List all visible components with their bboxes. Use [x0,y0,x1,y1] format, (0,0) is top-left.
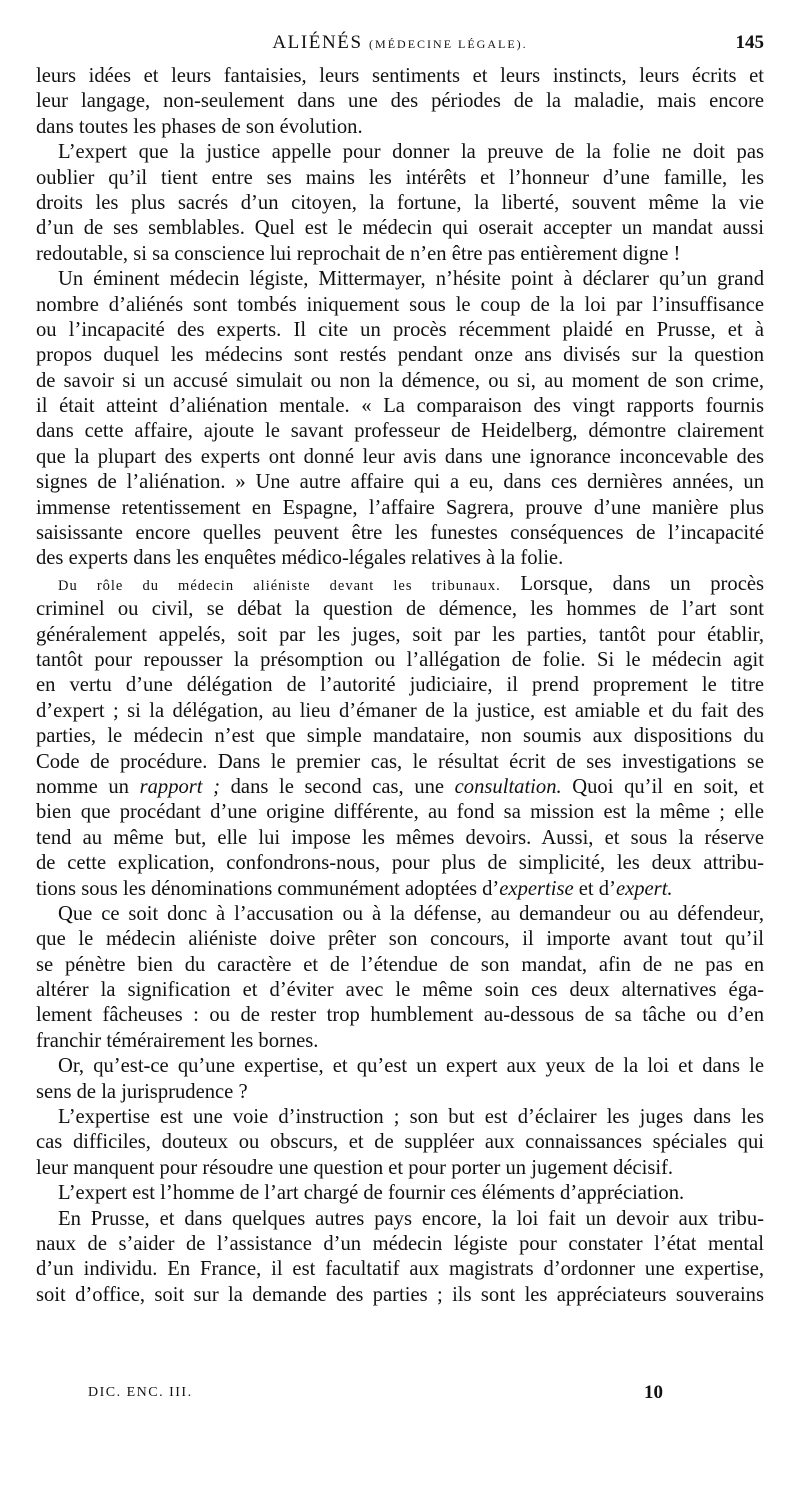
text-line: nombre d’aliénés sont tombés iniquement sous le coup de la loi par l’insuffisance [36,293,764,316]
text-line: droits les plus sacrés d’un citoyen, la fortune, la liberté, souvent même la vie [36,191,764,214]
text-line: Or, qu’est-ce qu’une expertise, et qu’est un expert aux yeux de la loi et dans le [58,1055,764,1078]
text-line: bien que procédant d’une origine différente, au fond sa mission est la même ; elle [36,801,764,824]
text-line: immense retentissement en Espagne, l’affaire Sagrera, prouve d’une manière plus [36,496,764,519]
signature-mark: DIC. ENC. III. [88,1385,193,1400]
running-head [36,30,764,56]
text-line: leur langage, non-seulement dans une des périodes de la maladie, mais encore [36,90,764,113]
italic-term: expert. [615,877,673,900]
text-line: dans toutes les phases de son évolution. [36,115,363,138]
italic-term: rapport ; [139,775,221,798]
text-line: ou l’incapacité des experts. Il cite un procès récemment plaidé en Prusse, et à [36,318,764,341]
text-line: parties, le médecin n’est que simple mandataire, non soumis aux dispositions du [36,725,764,748]
text-line: généralement appelés, soit par les juges, soit par les parties, tantôt pour établir, [36,623,764,646]
text-line: Code de procédure. Dans le premier cas, le résultat écrit de ses investigations se [36,750,764,773]
text-line: altérer la signification et d’éviter avec le même soin ces deux alternatives éga- [36,979,764,1002]
sheet-number: 10 [644,1382,663,1403]
text-line: leurs idées et leurs fantaisies, leurs sentiments et leurs instincts, leurs écrits et [36,65,764,87]
text-line: leur manquent pour résoudre une question et pour porter un jugement décisif. [36,1156,674,1179]
text-line: oublier qu’il tient entre ses mains les intérêts et l’honneur d’une famille, les [36,166,764,189]
text-line: dans cette affaire, ajoute le savant professeur de Heidelberg, démontre clairement [36,420,764,443]
text-line: de savoir si un accusé simulait ou non la démence, ou si, au moment de son crime, [36,369,764,392]
text-line: il était atteint d’aliénation mentale. « La comparaison des vingt rapports fournis [36,395,764,418]
body-text [36,64,764,1308]
text-line: L’expert que la justice appelle pour donner la preuve de la folie ne doit pas [58,141,764,164]
text-line: naux de s’aider de l’assistance d’un médecin légiste pour constater l’état mental [36,1232,764,1255]
text-line: nomme un rapport ; dans le second cas, une consultation. Quoi qu’il en soit, et [36,775,764,798]
text-line: Un éminent médecin légiste, Mittermayer, n’hésite point à déclarer qu’un grand [58,268,764,291]
text-line: que le médecin aliéniste doive prêter son concours, il importe avant tout qu’il [36,928,764,951]
text-line: d’expert ; si la délégation, au lieu d’émaner de la justice, est amiable et du fait des [36,699,764,722]
running-title-sub: (MÉDECINE LÉGALE). [369,37,528,51]
text-line: tend au même but, elle lui impose les mêmes devoirs. Aussi, et sous la réserve [36,826,764,849]
section-heading: Du rôle du médecin aliéniste devant les tribunaux. [58,577,501,594]
text-line: saisissante encore quelles peuvent être les funestes conséquences de l’incapacité [36,522,764,545]
text-line: franchir témérairement les bornes. [36,1029,319,1052]
text-line: soit d’office, soit sur la demande des parties ; ils sont les appréciateurs souverains [36,1283,764,1306]
text-line: L’expertise est une voie d’instruction ; son but est d’éclairer les juges dans les [58,1106,764,1129]
text-line: En Prusse, et dans quelques autres pays encore, la loi fait un devoir aux tribu- [58,1207,764,1230]
text-line: Que ce soit donc à l’accusation ou à la défense, au demandeur ou au défendeur, [58,902,764,925]
italic-term: expertise [499,877,574,900]
text-line: Du rôle du médecin aliéniste devant les tribunaux. Lorsque, dans un procès [58,572,764,595]
text-line: L’expert est l’homme de l’art chargé de fournir ces éléments d’appréciation. [58,1182,685,1205]
text-line: cas difficiles, douteux ou obscurs, et de suppléer aux connaissances spéciales qui [36,1131,764,1154]
text-line: sens de la jurisprudence ? [36,1080,248,1103]
italic-term: consultation. [454,775,562,798]
text-line: lement fâcheuses : ou de rester trop humblement au-dessous de sa tâche ou d’en [36,1004,764,1027]
running-title [36,30,764,57]
text-line: tantôt pour repousser la présomption ou l’allégation de folie. Si le médecin agit [36,648,764,671]
text-line: des experts dans les enquêtes médico-légales relatives à la folie. [36,547,564,570]
text-line: propos duquel les médecins sont restés pendant onze ans divisés sur la question [36,344,764,367]
text-line: signes de l’aliénation. » Une autre affaire qui a eu, dans ces dernières années, un [36,471,764,494]
text-line: que la plupart des experts ont donné leur avis dans une ignorance inconcevable des [36,445,764,468]
text-line: criminel ou civil, se débat la question de démence, les hommes de l’art sont [36,598,764,621]
text-line: tions sous les dénominations communément adoptées d’expertise et d’expert. [36,877,673,900]
text-line: redoutable, si sa conscience lui reprochait de n’en être pas entièrement digne ! [36,242,681,265]
text-line: en vertu d’une délégation de l’autorité judiciaire, il prend proprement le titre [36,674,764,697]
text-line: d’un de ses semblables. Quel est le médecin qui oserait accepter un mandat aussi [36,217,764,240]
text-line: de cette explication, confondrons-nous, pour plus de simplicité, les deux attribu- [36,852,764,875]
running-title-main: ALIÉNÉS [272,32,363,53]
page-footer [36,1378,764,1408]
text-line: se pénètre bien du caractère et de l’étendue de son mandat, afin de ne pas en [36,953,764,976]
text-line: d’un individu. En France, il est facultatif aux magistrats d’ordonner une expertise, [36,1258,764,1281]
page-number: 145 [735,32,764,53]
